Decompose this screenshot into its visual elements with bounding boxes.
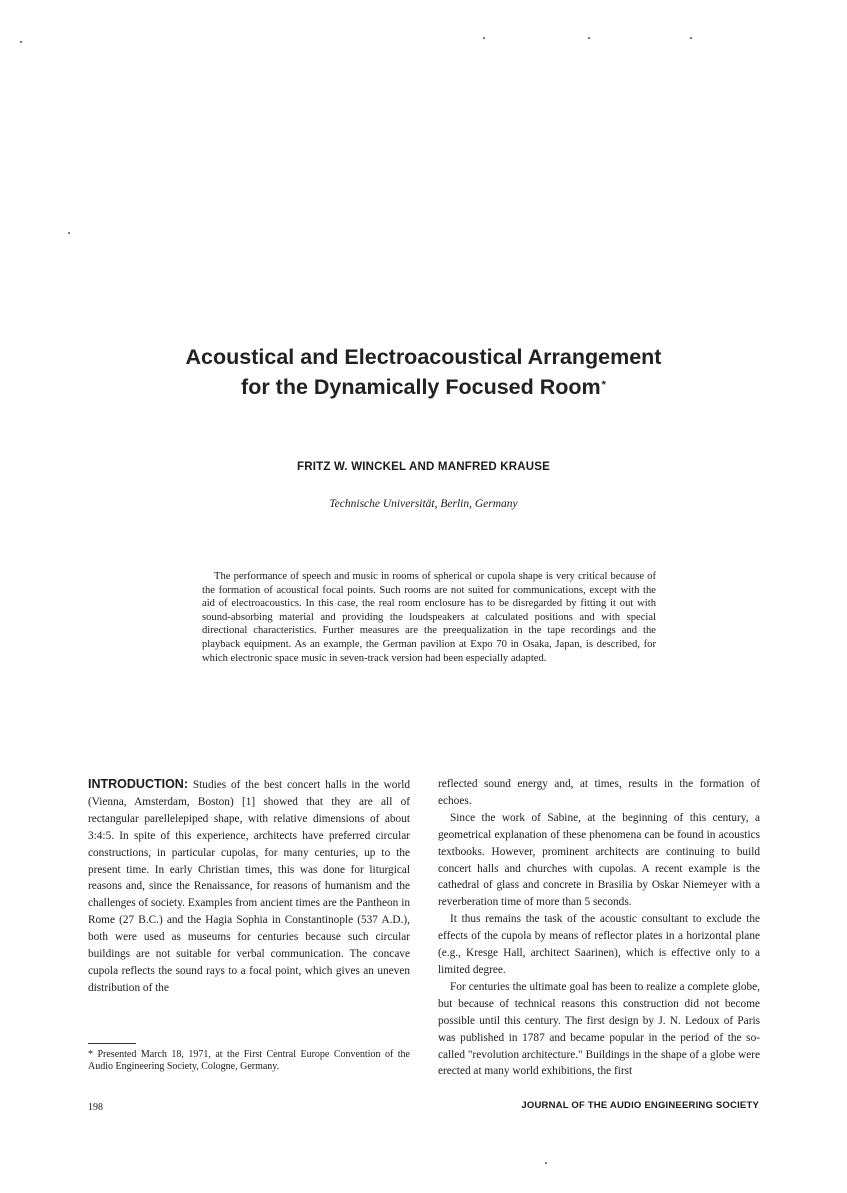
title-footnote-marker: * [601, 379, 606, 391]
scan-speck [483, 37, 485, 39]
introduction-heading: INTRODUCTION: [88, 777, 188, 791]
scan-speck [588, 37, 590, 39]
abstract [202, 570, 656, 665]
body-paragraph: For centuries the ultimate goal has been to realize a complete globe, but because of technical reasons this construction did not become possible until this century. The first design by J. N. Ledoux of Paris was published in 1787 and became popular in the period of the so-called "revolution architecture." Buildings in the shape of a globe were erected at many world exhibitions, the first [438, 980, 760, 1078]
abstract-text: The performance of speech and music in rooms of spherical or cupola shape is very critical because of the formation of acoustical focal points. Such rooms are not suited for communications, except with the aid of electroacoustics. In this case, the real room enclosure has to be disregarded by fitting it out with sound-absorbing material and providing the loudspeakers at calculated positions and with special directional characteristics. Further measures are the preequalization in the tape recordings and the playback equipment. As an example, the German pavilion at Expo 70 in Osaka, Japan, is described, for which electronic space music in seven-track version had been especially adapted. [202, 571, 656, 664]
title-line-2: for the Dynamically Focused Room [241, 375, 601, 399]
left-column [88, 776, 410, 997]
body-paragraph: Since the work of Sabine, at the beginning of this century, a geometrical explanation of these phenomena can be found in acoustics textbooks. However, prominent architects are continuing to build concert halls and churches with cupolas. A recent example is the cathedral of glass and concrete in Brasilia by Oskar Niemeyer with a reverberation time of more than 5 seconds. [438, 811, 760, 909]
article-title [90, 342, 757, 402]
page-number: 198 [88, 1102, 103, 1113]
scan-speck [690, 37, 692, 39]
introduction-paragraph [88, 776, 410, 997]
scan-speck [545, 1162, 547, 1164]
title-line-1: Acoustical and Electroacoustical Arrangement [185, 345, 662, 369]
journal-name: JOURNAL OF THE AUDIO ENGINEERING SOCIETY [521, 1100, 759, 1111]
footnote: * Presented March 18, 1971, at the First Central Europe Convention of the Audio Engineering Society, Cologne, Germany. [88, 1049, 410, 1073]
introduction-text: Studies of the best concert halls in the world (Vienna, Amsterdam, Boston) [1] showed that they are all of rectangular parellelepiped shape, with relative dimensions of about 3:4:5. In spite of this experience, architects have preferred circular constructions, in particular cupolas, for many centuries, up to the present time. In early Christian times, this was done for liturgical reasons and, since the Renaissance, for reasons of humanism and the challenges of society. Examples from ancient times are the Pantheon in Rome (27 B.C.) and the Hagia Sophia in Constantinople (537 A.D.), both were used as museums for centuries because such circular buildings are not suitable for verbal communication. The concave cupola reflects the sound rays to a focal point, which gives an uneven distribution of the [88, 779, 410, 994]
scan-speck [20, 41, 22, 43]
right-column [438, 776, 760, 1080]
body-paragraph: reflected sound energy and, at times, results in the formation of echoes. [438, 778, 760, 807]
author-affiliation: Technische Universität, Berlin, Germany [329, 498, 518, 510]
body-paragraph: It thus remains the task of the acoustic consultant to exclude the effects of the cupola by means of reflector plates in a horizontal plane (e.g., Kresge Hall, architect Saarinen), which is effective only to a limited degree. [438, 913, 760, 976]
footnote-rule [88, 1043, 136, 1044]
author-names: FRITZ W. WINCKEL AND MANFRED KRAUSE [297, 461, 550, 473]
scan-speck [68, 232, 70, 234]
